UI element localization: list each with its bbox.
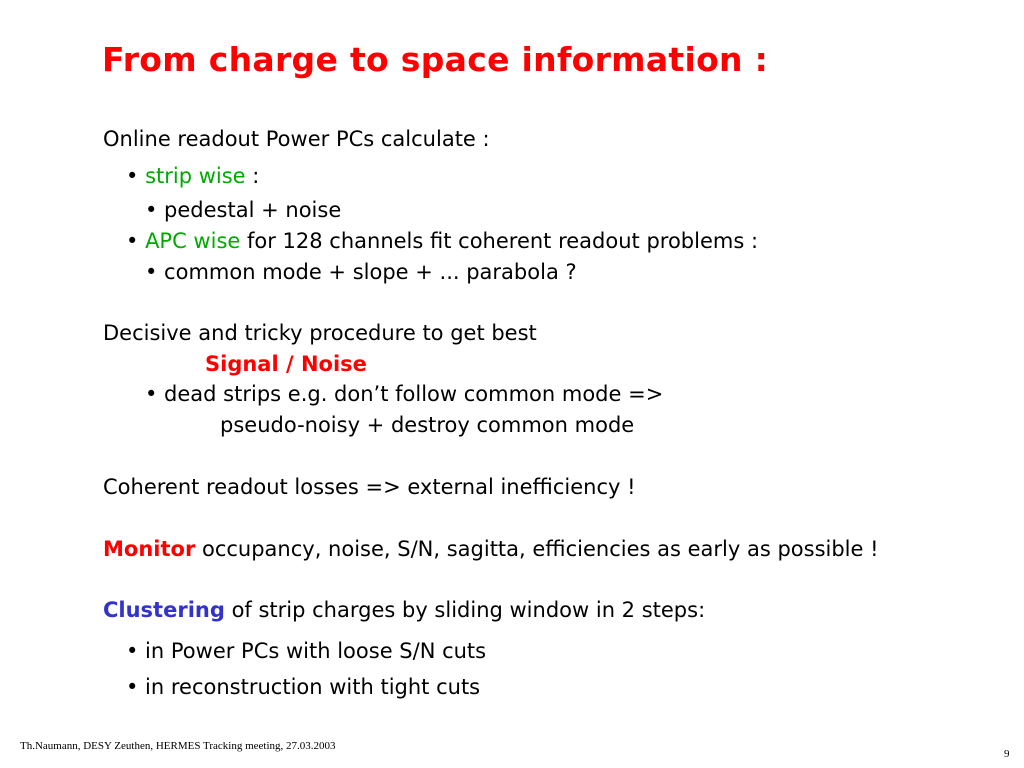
apc-wise-rest: for 128 channels fit coherent readout problems : xyxy=(240,229,759,253)
slide-title: From charge to space information : xyxy=(102,40,769,79)
online-readout-line: Online readout Power PCs calculate : xyxy=(103,127,490,151)
common-mode-line: • common mode + slope + ... parabola ? xyxy=(145,260,577,284)
clustering-line xyxy=(103,597,705,623)
coherent-losses-line: Coherent readout losses => external inefficiency ! xyxy=(103,475,636,499)
apc-wise-line xyxy=(126,228,758,254)
clustering-label: Clustering xyxy=(103,598,225,622)
strip-wise-label: strip wise xyxy=(145,164,246,188)
bullet: • xyxy=(126,164,146,188)
power-pc-cuts-line: • in Power PCs with loose S/N cuts xyxy=(126,639,487,663)
apc-wise-label: APC wise xyxy=(145,229,241,253)
page-number: 9 xyxy=(1004,748,1010,760)
reconstruction-cuts-line: • in reconstruction with tight cuts xyxy=(126,675,481,699)
signal-noise-label: Signal / Noise xyxy=(205,352,367,376)
strip-wise-line xyxy=(126,163,259,189)
decisive-line: Decisive and tricky procedure to get best xyxy=(103,321,537,345)
footer-text: Th.Naumann, DESY Zeuthen, HERMES Tracking meeting, 27.03.2003 xyxy=(20,740,336,752)
monitor-label: Monitor xyxy=(103,537,196,561)
monitor-rest: occupancy, noise, S/N, sagitta, efficiencies as early as possible ! xyxy=(195,537,879,561)
monitor-line xyxy=(103,536,879,562)
bullet: • xyxy=(126,229,146,253)
clustering-rest: of strip charges by sliding window in 2 steps: xyxy=(224,598,706,622)
strip-wise-rest: : xyxy=(245,164,260,188)
dead-strips-line: • dead strips e.g. don’t follow common mode => xyxy=(145,382,664,406)
pedestal-noise-line: • pedestal + noise xyxy=(145,198,342,222)
pseudo-noisy-line: pseudo-noisy + destroy common mode xyxy=(220,413,635,437)
